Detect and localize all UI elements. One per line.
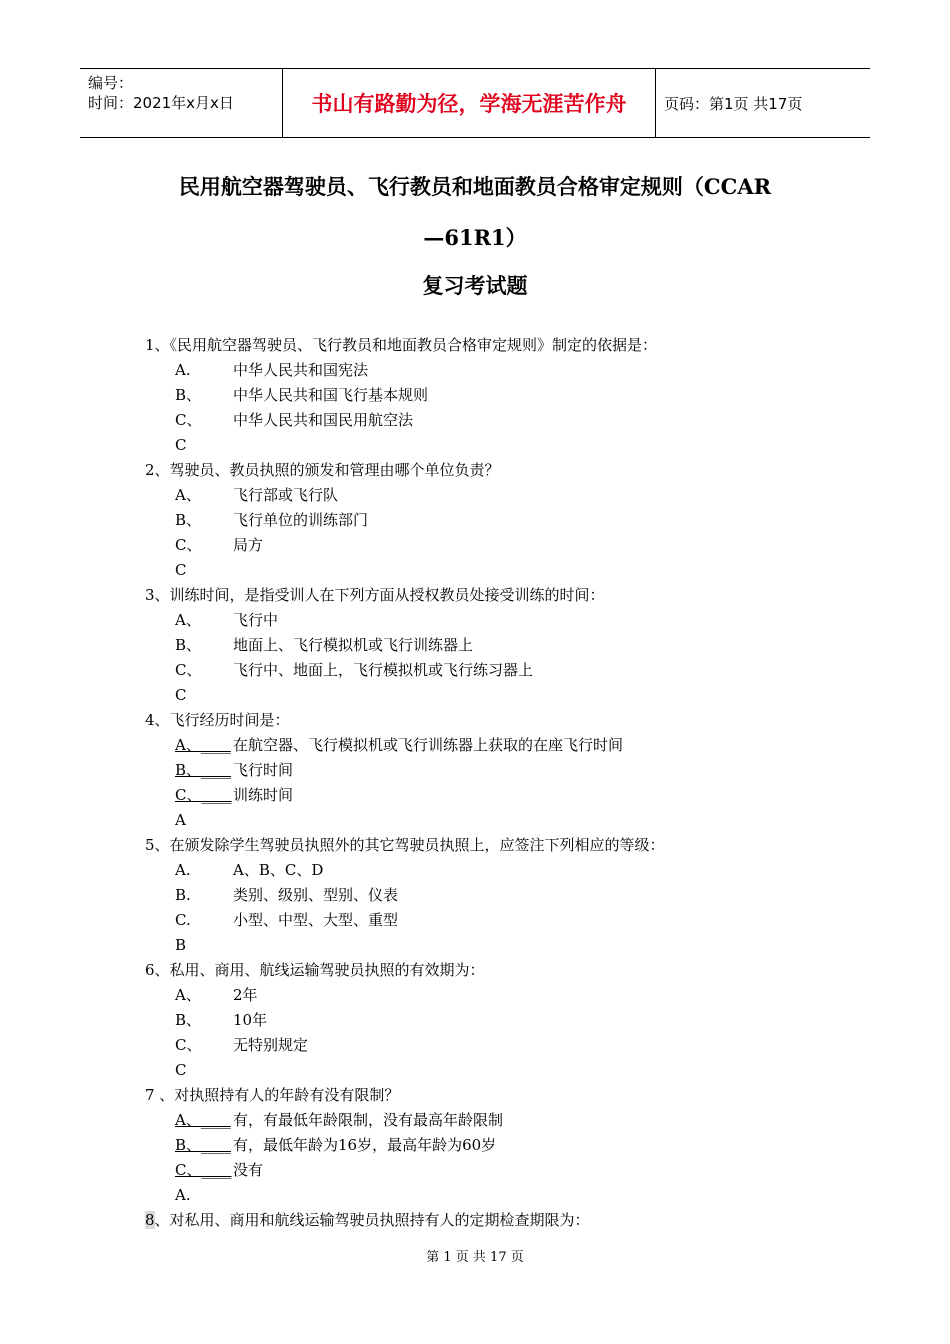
option-label: C. xyxy=(175,911,191,929)
doc-title-line2: —61R1） xyxy=(423,225,527,250)
option-label: B、____ xyxy=(175,761,232,779)
question-text: 6、私用、商用、航线运输驾驶员执照的有效期为： xyxy=(145,961,485,979)
option-text: 飞行中、地面上，飞行模拟机或飞行练习器上 xyxy=(233,661,534,679)
option-label: C、____ xyxy=(175,1161,232,1179)
option-item xyxy=(0,1158,950,1183)
option-text: 中华人民共和国宪法 xyxy=(233,361,369,379)
question-number: 8 xyxy=(145,1211,155,1229)
option-text: 无特别规定 xyxy=(233,1036,309,1054)
option-item xyxy=(0,733,950,758)
answer-text: A xyxy=(175,811,186,829)
option-item xyxy=(0,633,950,658)
option-item xyxy=(0,483,950,508)
option-label: B、____ xyxy=(175,1136,232,1154)
option-label: C、 xyxy=(175,536,202,554)
option-item xyxy=(0,783,950,808)
option-label: C、 xyxy=(175,661,202,679)
option-text: 飞行单位的训练部门 xyxy=(233,511,369,529)
number-label: 编号： xyxy=(88,74,134,92)
option-text: 类别、级别、型别、仪表 xyxy=(233,886,399,904)
option-text: 地面上、飞行模拟机或飞行训练器上 xyxy=(233,636,474,654)
page-footer: 第 1 页 共 17 页 xyxy=(426,1250,524,1265)
option-label: B、 xyxy=(175,1011,202,1029)
time-label: 时间：2021年x月x日 xyxy=(88,94,234,112)
option-text: 有，最低年龄为16岁，最高年龄为60岁 xyxy=(233,1136,497,1154)
question-body: 、对私用、商用和航线运输驾驶员执照持有人的定期检查期限为： xyxy=(154,1211,590,1229)
option-item xyxy=(0,883,950,908)
answer-text: C xyxy=(175,1061,187,1079)
doc-subtitle: 复习考试题 xyxy=(422,273,528,298)
answer-text: A. xyxy=(175,1186,191,1204)
option-label: B、 xyxy=(175,636,202,654)
option-label: A. xyxy=(175,361,191,379)
option-item xyxy=(0,508,950,533)
option-item xyxy=(0,1008,950,1033)
option-label: A、____ xyxy=(175,736,231,754)
option-item xyxy=(0,358,950,383)
question-text: 4、飞行经历时间是： xyxy=(145,711,290,729)
option-label: A. xyxy=(175,861,191,879)
question-text xyxy=(0,1208,950,1233)
option-text: 没有 xyxy=(233,1161,264,1179)
option-text: 小型、中型、大型、重型 xyxy=(233,911,399,929)
option-text: 2年 xyxy=(233,986,258,1004)
option-label: A、 xyxy=(175,611,201,629)
option-item xyxy=(0,908,950,933)
option-text: 在航空器、飞行模拟机或飞行训练器上获取的在座飞行时间 xyxy=(233,736,624,754)
option-item xyxy=(0,408,950,433)
answer-text: C xyxy=(175,561,187,579)
question-list xyxy=(0,333,950,1233)
option-text: 中华人民共和国民用航空法 xyxy=(233,411,414,429)
option-item xyxy=(0,533,950,558)
answer-text: C xyxy=(175,436,187,454)
answer-text: B xyxy=(175,936,187,954)
option-item xyxy=(0,1133,950,1158)
option-text: 飞行中 xyxy=(233,611,279,629)
option-item xyxy=(0,383,950,408)
option-text: 有，有最低年龄限制，没有最高年龄限制 xyxy=(233,1111,504,1129)
option-text: 10年 xyxy=(233,1011,268,1029)
option-label: C、 xyxy=(175,1036,202,1054)
option-label: C、____ xyxy=(175,786,232,804)
option-label: A、 xyxy=(175,486,201,504)
question-text: 1、《民用航空器驾驶员、飞行教员和地面教员合格审定规则》制定的依据是： xyxy=(145,336,658,354)
option-text: 中华人民共和国飞行基本规则 xyxy=(233,386,429,404)
option-text: 训练时间 xyxy=(233,786,294,804)
header-page-info: 页码：第1页 共17页 xyxy=(664,94,803,113)
option-item xyxy=(0,658,950,683)
option-label: B、 xyxy=(175,386,202,404)
header-motto: 书山有路勤为径，学海无涯苦作舟 xyxy=(282,69,656,137)
question-text: 3、训练时间，是指受训人在下列方面从授权教员处接受训练的时间： xyxy=(145,586,605,604)
option-label: A、 xyxy=(175,986,201,1004)
option-label: C、 xyxy=(175,411,202,429)
option-text: 局方 xyxy=(233,536,264,554)
option-item xyxy=(0,983,950,1008)
option-item xyxy=(0,1033,950,1058)
option-item xyxy=(0,858,950,883)
option-label: B、 xyxy=(175,511,202,529)
option-text: 飞行部或飞行队 xyxy=(233,486,339,504)
question-text: 5、在颁发除学生驾驶员执照外的其它驾驶员执照上，应签注下列相应的等级： xyxy=(145,836,665,854)
option-item xyxy=(0,608,950,633)
header-meta xyxy=(88,73,283,113)
doc-title-line1: 民用航空器驾驶员、飞行教员和地面教员合格审定规则（CCAR xyxy=(178,174,772,199)
question-text: 2、驾驶员、教员执照的颁发和管理由哪个单位负责？ xyxy=(145,461,500,479)
option-label: A、____ xyxy=(175,1111,231,1129)
option-text: A、B、C、D xyxy=(233,861,324,879)
option-label: B. xyxy=(175,886,191,904)
answer-text: C xyxy=(175,686,187,704)
page-header xyxy=(80,68,870,138)
option-text: 飞行时间 xyxy=(233,761,294,779)
option-item xyxy=(0,758,950,783)
option-item xyxy=(0,1108,950,1133)
question-text: 7 、对执照持有人的年龄有没有限制？ xyxy=(145,1086,400,1104)
